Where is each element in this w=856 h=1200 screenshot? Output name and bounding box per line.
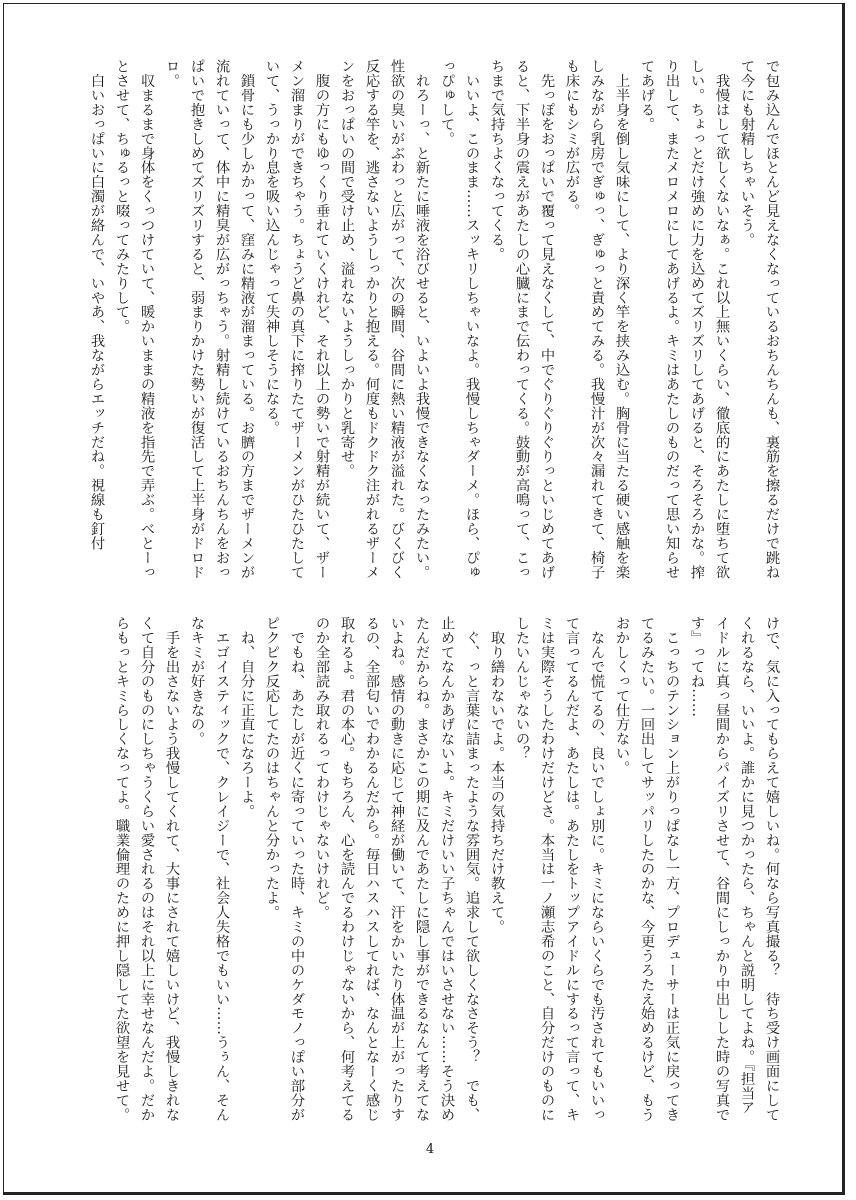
paragraph: で包み込んでほとんど見えなくなっているおちんちんも、裏筋を擦るだけで跳ねて今にも射精しちゃいそう。 bbox=[739, 59, 780, 580]
paragraph: なんで慌てるの、良いでしょ別に。キミにならいくらでも汚されてもいいって言ってるんだよ、あたしは。あたしをトップアイドルにするって言って、キミは実際そうしたわけだけどさ。本当は一ノ瀬志希のこと、自分だけのものにしたいんじゃないの？ bbox=[514, 616, 605, 1122]
paragraph: ね、自分に正直になろーよ。 bbox=[239, 616, 255, 819]
paragraph: れろーっ、と新たに唾液を浴びせると、いよいよ我慢できなくなったみたい。性欲の臭いがぶわっと広がって、次の瞬間、谷間に熱い精液が溢れた。びくびく反応する竿を、逃さないようしっかりと抱える。何度もドクドク注がれるザーメンをおっぱいの間で受け止め、溢れないようしっかりと乳寄せ。 bbox=[339, 59, 430, 580]
lower-text-block bbox=[114, 616, 784, 1128]
paragraph: 先っぽをおっぱいで覆って見えなくして、中でぐりぐりぐりっといじめてあげると、下半身の震えがあたしの心臓にまで伝わってくる。鼓動が高鳴って、こっちまで気持ちよくなってくる。 bbox=[489, 59, 555, 580]
paragraph: けで、気に入ってもらえて嬉しいね。何なら写真撮る？ 待ち受け画面にしてくれるなら、いいよ。誰かに見つかったら、ちゃんと説明してよね。『担当アイドルに真っ昼間からパイズリさせて、谷間にしっかり中出しした時の写真です』ってね…… bbox=[689, 616, 780, 1122]
manuscript-page bbox=[3, 3, 845, 1195]
paragraph: エゴイスティックで、クレイジーで、社会人失格でもいい……うぅん、そんなキミが好きなの。 bbox=[189, 616, 230, 1122]
paragraph: 我慢はして欲しくないなぁ。これ以上無いくらい、徹底的にあたしに堕ちて欲しい。ちょっとだけ強めに力を込めてズリズリしてあげると、そろそろかな。搾り出して、またメロメロにしてあげるよ。キミはあたしのものだって思い知らせてあげる。 bbox=[639, 59, 730, 580]
paragraph: 収まるまで身体をくっつけていて、暖かいままの精液を指先で弄ぶ。べとーっとさせて、ちゅるっと啜ってみたりして。 bbox=[114, 59, 155, 580]
paragraph: でもね、あたしが近くに寄っていった時、キミの中のケダモノっぽい部分がピクピク反応してたのはちゃんと分かったよ。 bbox=[264, 616, 305, 1122]
paragraph: 腹の方にもゆっくり垂れていくけれど、それ以上の勢いで射精が続いて、ザーメン溜まりができちゃう。ちょうど鼻の真下に搾りたてザーメンがひたひたしていて、うっかり息を吸い込んじゃって失神しそうになる。 bbox=[264, 59, 330, 580]
paragraph: 白いおっぱいに白濁が絡んで、いやあ、我ながらエッチだね。視線も釘付 bbox=[89, 59, 105, 551]
upper-text-block bbox=[89, 59, 784, 589]
paragraph: こっちのテンション上がりっぱなし一方、プロデューサーは正気に戻ってきてるみたい。一回出してサッパリしたのかな、今更うろたえ始めるけど、もうおかしくって仕方ない。 bbox=[614, 616, 680, 1122]
paragraph: 手を出さないよう我慢してくれて、大事にされて嬉しいけど、我慢しきれなくて自分のものにしちゃうくらい愛されるのはそれ以上に幸せなんだよ。だからもっとキミらしくなってよ。職業倫理のために押し隠してた欲望を見せて。 bbox=[114, 616, 180, 1122]
paragraph: ぐ、っと言葉に詰まったような雰囲気。追求して欲しくなさそう？ でも、止めてなんかあげないよ。キミだけいい子ちゃんではいさせない……そう決めたんだからね。まさかこの期に及んであたしに隠し事ができるなんて考えてないよね。感情の動きに応じて神経が働いて、汗をかいたり体温が上がったりするの、全部匂いでわかるんだから。毎日ハスハスしてれば、なんとなーく感じ取れるよ。君の本心。もちろん、心を読んでるわけじゃないから、何考えてるのか全部読み取れるってわけじゃないけれど。 bbox=[314, 616, 480, 1122]
paragraph: 上半身を倒し気味にして、より深く竿を挟み込む。胸骨に当たる硬い感触を楽しみながら乳房でぎゅっ、ぎゅっと責めてみる。我慢汁が次々漏れてきて、椅子も床にもシミが広がる。 bbox=[564, 59, 630, 580]
paragraph: いいよ、このまま……スッキリしちゃいなよ。我慢しちゃダーメ。ほら、ぴゅっぴゅして。 bbox=[439, 59, 480, 580]
paragraph: 取り繕わないでよ。本当の気持ちだけ教えて。 bbox=[489, 616, 505, 934]
paragraph: 鎖骨にも少しかかって、窪みに精液が溜まっている。お臍の方までザーメンが流れていって、体中に精臭が広がっちゃう。射精し続けているおちんちんをおっぱいで抱きしめてズリズリすると、弱まりかけた勢いが復活して上半身がドロドロ。 bbox=[164, 59, 255, 580]
page-number: 4 bbox=[425, 1142, 435, 1157]
